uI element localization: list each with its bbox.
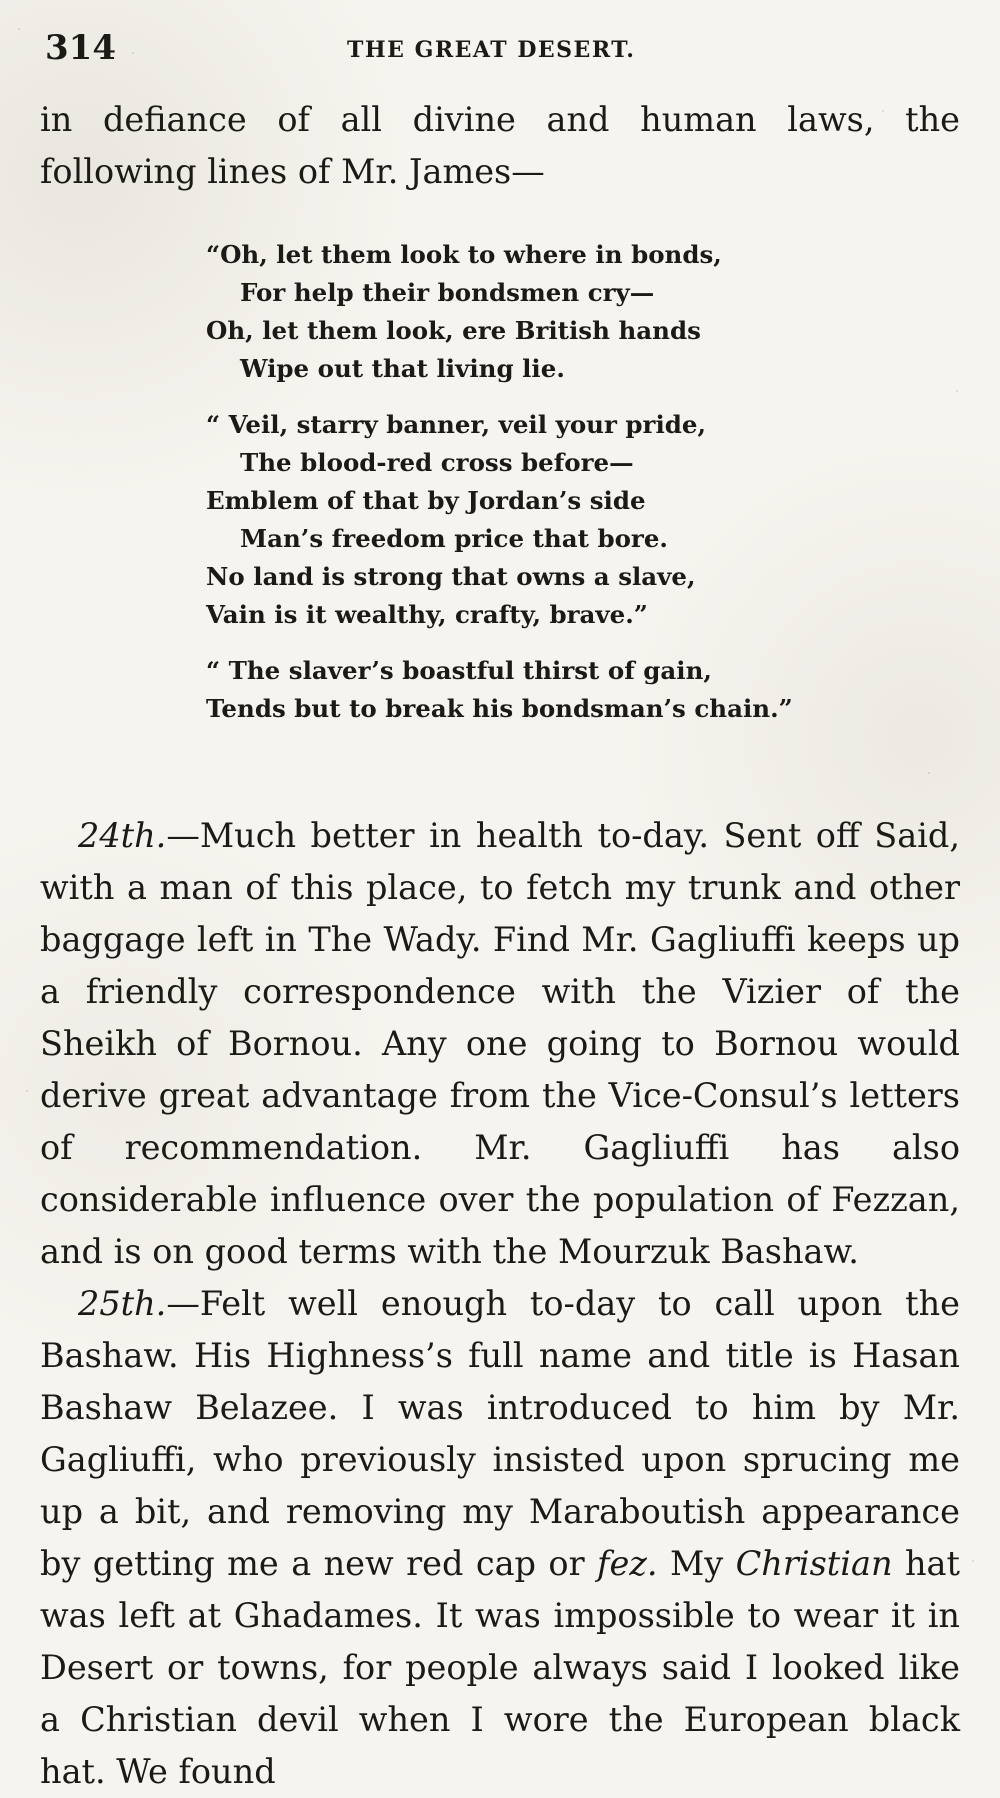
poem-stanza (206, 236, 766, 388)
poem-line: Vain is it wealthy, crafty, brave.” (206, 600, 648, 629)
opening-paragraph (40, 94, 960, 198)
italic-word: fez. (597, 1544, 658, 1583)
entry-date: 25th. (78, 1284, 167, 1323)
paper-speck (882, 110, 884, 112)
page-number: 314 (45, 28, 116, 68)
poem-line: “ The slaver’s boastful thirst of gain, (206, 656, 712, 685)
entry-date: 24th. (78, 816, 167, 855)
poem-line: Tends but to break his bondsman’s chain.” (206, 694, 793, 723)
italic-word: Christian (735, 1544, 893, 1583)
running-title: THE GREAT DESERT. (347, 37, 636, 63)
poem-line: “Oh, let them look to where in bonds, (206, 240, 722, 269)
paper-speck (132, 52, 134, 54)
poem-stanza (206, 652, 793, 728)
poem-line: The blood-red cross before— (240, 448, 634, 477)
poem-line: Oh, let them look, ere British hands (206, 316, 701, 345)
diary-entries (40, 810, 960, 1798)
paper-speck (26, 1090, 28, 1092)
poem-line: For help their bondsmen cry— (240, 278, 655, 307)
paper-speck (972, 1560, 974, 1562)
paper-speck (956, 390, 958, 392)
poem-stanza (206, 406, 766, 634)
poem-line: Wipe out that living lie. (240, 354, 565, 383)
entry-text: —Much better in health to-day. Sent off Said, with a man of this place, to fetch my trunk and other baggage left in The Wady. Find Mr. Gagliuffi keeps up a friendly correspondence with the Vizier of the Sheikh of Bornou. Any one going to Bornou would derive great advantage from the Vice-Consul’s letters of recommendation. Mr. Gagliuffi has also considerable influence over the population of Fezzan, and is on good terms with the Mourzuk Bashaw. (40, 816, 960, 1271)
entry-text: hat was left at Ghadames. It was impossible to wear it in Desert or towns, for people always said I looked like a Christian devil when I wore the European black hat. We found (40, 1544, 960, 1791)
paper-speck (928, 772, 930, 774)
entry-text: My (657, 1544, 736, 1583)
entry-text: —Felt well enough to-day to call upon the Bashaw. His Highness’s full name and title is Hasan Bashaw Belazee. I was introduced to him by Mr. Gagliuffi, who previously insisted upon sprucing me up a bit, and removing my Maraboutish appearance by getting me a new red cap or (40, 1284, 960, 1583)
poem-block (206, 236, 793, 746)
poem-line: Man’s freedom price that bore. (240, 524, 668, 553)
page-header (45, 28, 955, 68)
diary-entry (40, 1278, 960, 1798)
poem-line: No land is strong that owns a slave, (206, 562, 696, 591)
paper-speck (18, 28, 20, 30)
poem-line: “ Veil, starry banner, veil your pride, (206, 410, 707, 439)
diary-entry (40, 810, 960, 1278)
opening-text: in defiance of all divine and human laws, the following lines of Mr. James— (40, 100, 960, 191)
poem-line: Emblem of that by Jordan’s side (206, 486, 646, 515)
